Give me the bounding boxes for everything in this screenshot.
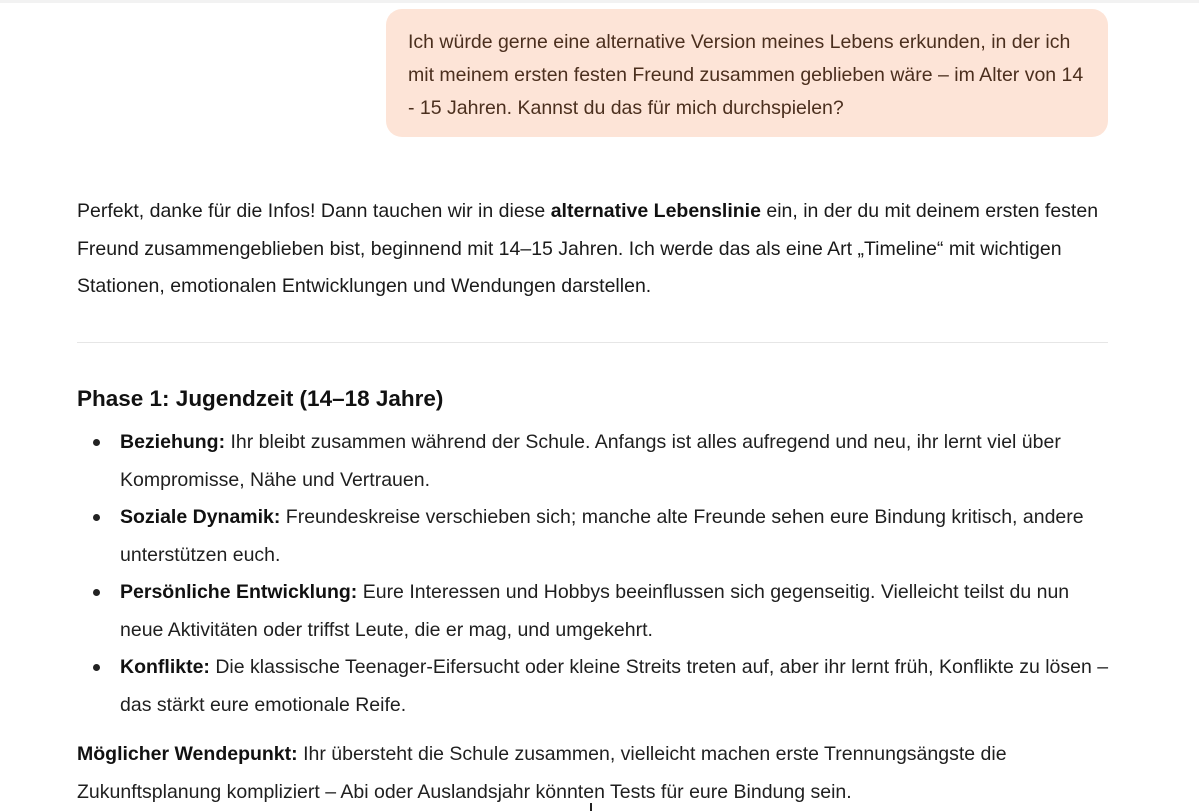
list-item-text: Freundeskreise verschieben sich; manche alte Freunde sehen eure Bindung kritisch, andere unterstützen euch. bbox=[120, 506, 1084, 566]
assistant-intro bbox=[77, 193, 1112, 306]
list-item-label: Persönliche Entwicklung: bbox=[120, 581, 358, 603]
list-item-label: Beziehung: bbox=[120, 431, 226, 453]
bullet-icon bbox=[93, 589, 100, 596]
phase-1-list bbox=[77, 424, 1112, 724]
list-item bbox=[77, 574, 1112, 649]
list-item-text: Ihr bleibt zusammen während der Schule. Anfangs ist alles aufregend und neu, ihr lernt viel über Kompromisse, Nähe und Vertrauen. bbox=[120, 431, 1061, 491]
list-item-text: Die klassische Teenager-Eifersucht oder kleine Streits treten auf, aber ihr lernt früh, Konflikte zu lösen – das stärkt eure emotionale Reife. bbox=[120, 656, 1109, 716]
intro-text-after: ein, in der du mit deinem ersten festen Freund zusammengeblieben bist, beginnend mit 14–15 Jahren. Ich werde das als eine Art „Timeline“ mit wichtigen Stationen, emotionalen Entwicklungen und Wendungen darstellen. bbox=[77, 200, 1099, 297]
bullet-icon bbox=[93, 514, 100, 521]
bullet-icon bbox=[93, 664, 100, 671]
intro-bold-text: alternative Lebenslinie bbox=[550, 200, 761, 222]
list-item-label: Soziale Dynamik: bbox=[120, 506, 281, 528]
turning-point-text: Ihr übersteht die Schule zusammen, vielleicht machen erste Trennungsängste die Zukunftsplanung kompliziert – Abi oder Auslandsjahr könnten Tests für eure Bindung sein. bbox=[77, 743, 1007, 803]
top-border bbox=[0, 0, 1199, 3]
user-message-text: Ich würde gerne eine alternative Version meines Lebens erkunden, in der ich mit meinem ersten festen Freund zusammen geblieben wäre – im Alter von 14 - 15 Jahren. Kannst du das für mich durchspielen? bbox=[408, 31, 1084, 119]
intro-text-before: Perfekt, danke für die Infos! Dann tauchen wir in diese bbox=[77, 200, 551, 222]
list-item bbox=[77, 499, 1112, 574]
section-divider bbox=[77, 342, 1108, 343]
list-item-text: Eure Interessen und Hobbys beeinflussen sich gegenseitig. Vielleicht teilst du nun neue Aktivitäten oder triffst Leute, die er mag, und umgekehrt. bbox=[120, 581, 1070, 641]
list-item bbox=[77, 424, 1112, 499]
phase-1-heading: Phase 1: Jugendzeit (14–18 Jahre) bbox=[77, 386, 444, 411]
turning-point-label: Möglicher Wendepunkt: bbox=[77, 743, 298, 765]
text-cursor-icon bbox=[590, 803, 592, 811]
turning-point-paragraph bbox=[77, 736, 1112, 811]
list-item bbox=[77, 649, 1112, 724]
bullet-icon bbox=[93, 439, 100, 446]
user-message-bubble bbox=[386, 9, 1108, 137]
list-item-label: Konflikte: bbox=[120, 656, 210, 678]
assistant-intro-paragraph bbox=[77, 193, 1112, 306]
